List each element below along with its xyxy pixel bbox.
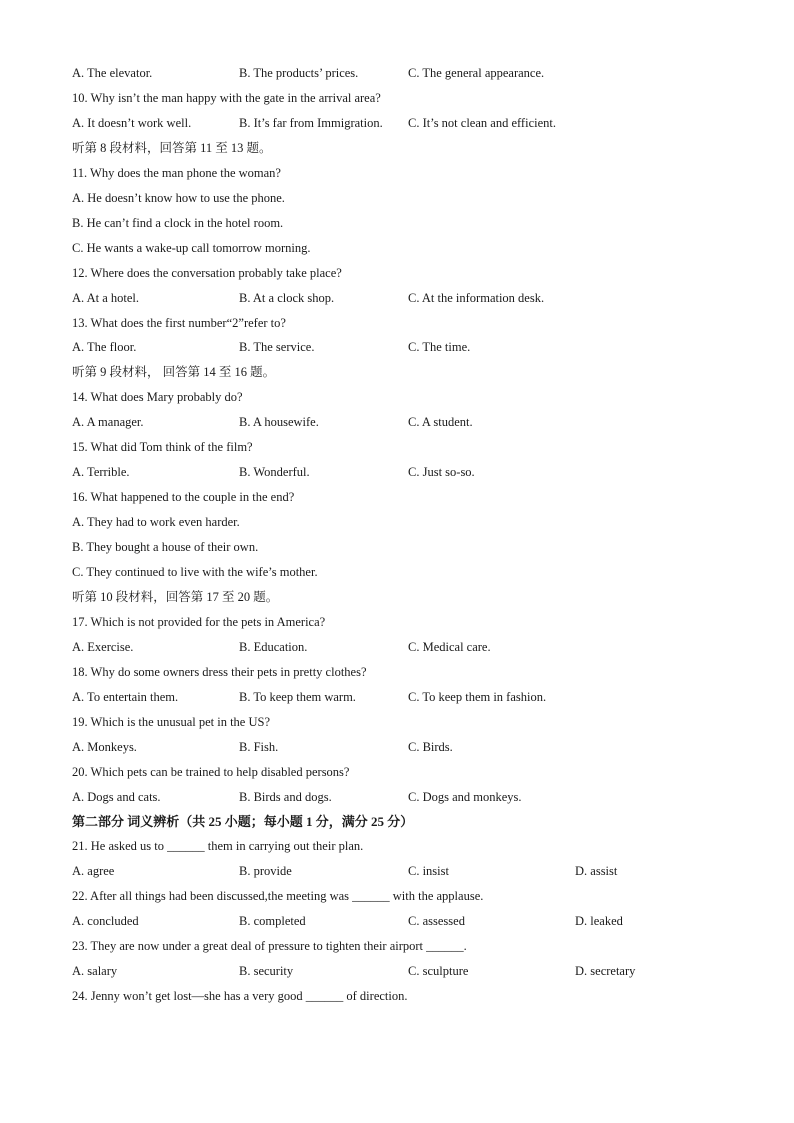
question-text: 14. What does Mary probably do? [72, 390, 243, 405]
section-heading: 第二部分 词义辨析（共 25 小题；每小题 1 分，满分 25 分） [72, 813, 414, 829]
option-c: C. It’s not clean and efficient. [408, 115, 556, 130]
question-text: 听第 10 段材料，回答第 17 至 20 题。 [72, 589, 279, 604]
option-b: B. To keep them warm. [239, 689, 356, 704]
option-a: A. agree [72, 864, 115, 879]
option-c: C. At the information desk. [408, 290, 545, 305]
option-b: B. The service. [239, 340, 315, 355]
option-b: B. The products’ prices. [239, 66, 359, 80]
option-a: A. Monkeys. [72, 739, 137, 754]
question-text: 23. They are now under a great deal of pressure to tighten their airport ______. [72, 939, 467, 954]
question-text: 17. Which is not provided for the pets in America? [72, 614, 326, 629]
question-text: 18. Why do some owners dress their pets in pretty clothes? [72, 664, 367, 679]
question-text: 22. After all things had been discussed,the meeting was ______ with the applause. [72, 889, 484, 904]
option-c: C. A student. [408, 415, 473, 430]
option-b: B. security [239, 964, 294, 979]
option-b: B. A housewife. [239, 415, 319, 430]
question-text: 听第 8 段材料，回答第 11 至 13 题。 [72, 140, 272, 155]
option-b: B. provide [239, 864, 292, 879]
option-d: D. leaked [575, 914, 623, 929]
option-b: B. Education. [239, 639, 308, 654]
question-text: 20. Which pets can be trained to help disabled persons? [72, 764, 350, 779]
option-c: C. To keep them in fashion. [408, 689, 547, 704]
question-text: 11. Why does the man phone the woman? [72, 165, 281, 180]
question-text: 12. Where does the conversation probably take place? [72, 265, 342, 280]
option-a: A. Terrible. [72, 465, 130, 480]
option-c: C. Dogs and monkeys. [408, 789, 522, 804]
option-b: B. Fish. [239, 739, 279, 754]
question-text: A. He doesn’t know how to use the phone. [72, 190, 285, 205]
option-c: C. insist [408, 864, 449, 879]
option-a: A. The floor. [72, 340, 137, 355]
question-text: 13. What does the first number“2”refer to? [72, 315, 286, 330]
option-a: A. salary [72, 964, 118, 979]
option-b: B. It’s far from Immigration. [239, 115, 383, 130]
question-text: 听第 9 段材料， 回答第 14 至 16 题。 [72, 365, 276, 380]
question-text: 16. What happened to the couple in the end? [72, 490, 295, 505]
option-c: C. Birds. [408, 739, 453, 754]
option-a: A. concluded [72, 914, 139, 929]
question-text: 24. Jenny won’t get lost—she has a very good ______ of direction. [72, 989, 408, 1004]
option-a: A. At a hotel. [72, 290, 140, 305]
option-c: C. The general appearance. [408, 66, 545, 80]
option-d: D. secretary [575, 964, 636, 979]
option-c: C. The time. [408, 340, 471, 355]
option-d: D. assist [575, 864, 618, 879]
question-text: A. They had to work even harder. [72, 515, 240, 530]
option-a: A. Exercise. [72, 639, 134, 654]
question-text: 21. He asked us to ______ them in carrying out their plan. [72, 839, 364, 854]
option-c: C. sculpture [408, 964, 469, 979]
option-a: A. The elevator. [72, 66, 153, 80]
option-a: A. It doesn’t work well. [72, 115, 192, 130]
option-a: A. Dogs and cats. [72, 789, 161, 804]
question-text: 15. What did Tom think of the film? [72, 440, 253, 455]
option-c: C. assessed [408, 914, 465, 929]
option-a: A. A manager. [72, 415, 144, 430]
option-b: B. completed [239, 914, 306, 929]
question-text: C. He wants a wake-up call tomorrow morning. [72, 240, 311, 255]
question-text: 19. Which is the unusual pet in the US? [72, 714, 271, 729]
question-text: C. They continued to live with the wife’s mother. [72, 565, 318, 579]
question-text: B. They bought a house of their own. [72, 540, 259, 554]
option-c: C. Just so-so. [408, 465, 475, 480]
option-a: A. To entertain them. [72, 689, 179, 704]
option-c: C. Medical care. [408, 639, 491, 654]
question-text: B. He can’t find a clock in the hotel room. [72, 215, 284, 230]
option-b: B. Wonderful. [239, 465, 310, 480]
option-b: B. At a clock shop. [239, 290, 335, 305]
option-b: B. Birds and dogs. [239, 789, 332, 804]
question-text: 10. Why isn’t the man happy with the gate in the arrival area? [72, 91, 381, 105]
